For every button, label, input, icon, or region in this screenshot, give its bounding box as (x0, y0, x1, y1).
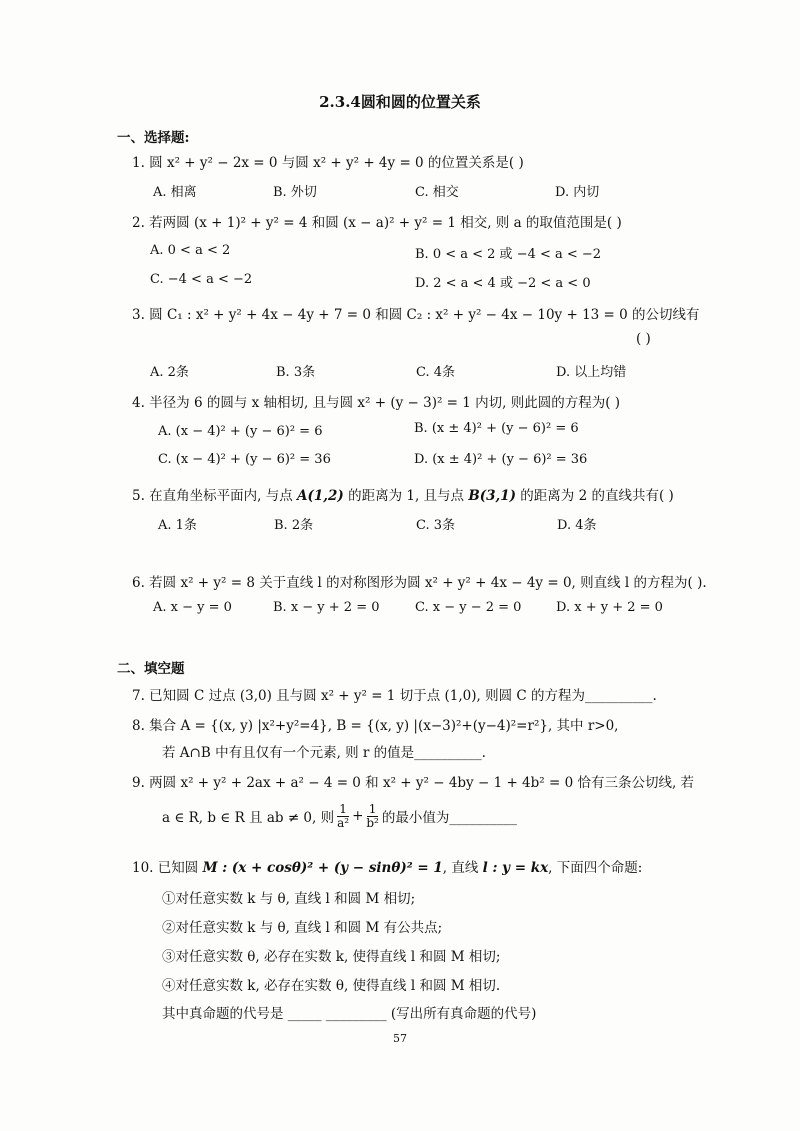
question-3-stem: 3. 圆 C₁ : x² + y² + 4x − 4y + 7 = 0 和圆 C₂ : x² + y² − 4x − 10y + 13 = 0 的公切线有 (132, 307, 700, 323)
question-3-option-b: B. 3条 (276, 365, 316, 380)
question-10-proposition-4: ④对任意实数 k, 必存在实数 θ, 使得直线 l 和圆 M 相切. (162, 978, 501, 994)
question-10-stem (132, 856, 642, 876)
question-5-point-a: A(1,2) (297, 488, 344, 504)
fraction-numerator: 1 (368, 802, 377, 816)
question-1-option-c: C. 相交 (415, 185, 459, 200)
question-3-answer-paren: ( ) (636, 331, 651, 347)
question-10-line-equation: l : y = kx (482, 860, 549, 876)
fraction-denominator: b² (366, 815, 379, 830)
question-7-stem: 7. 已知圆 C 过点 (3,0) 且与圆 x² + y² = 1 切于点 (1,0), 则圆 C 的方程为__________. (132, 688, 657, 704)
section-heading-choice: 一、选择题: (117, 130, 190, 146)
question-4-stem: 4. 半径为 6 的圆与 x 轴相切, 且与圆 x² + (y − 3)² = 1 内切, 则此圆的方程为( ) (132, 395, 621, 411)
question-10-stem-mid: , 直线 (442, 860, 483, 876)
fraction-numerator: 1 (339, 802, 347, 816)
question-1-stem: 1. 圆 x² + y² − 2x = 0 与圆 x² + y² + 4y = 0 的位置关系是( ) (132, 155, 524, 171)
question-1-option-d: D. 内切 (555, 185, 600, 200)
question-8-line-1: 8. 集合 A = {(x, y) |x²+y²=4}, B = {(x, y) |(x−3)²+(y−4)²=r²}, 其中 r>0, (132, 718, 619, 734)
page-title: 2.3.4圆和圆的位置关系 (319, 93, 481, 111)
question-4-option-a: A. (x − 4)² + (y − 6)² = 6 (158, 424, 323, 439)
question-9-line-2 (162, 803, 517, 829)
question-2-option-c: C. −4 < a < −2 (150, 272, 253, 287)
question-10-stem-pre: 10. 已知圆 (132, 860, 203, 876)
question-6-option-b: B. x − y + 2 = 0 (273, 600, 380, 615)
question-6-option-a: A. x − y = 0 (153, 600, 232, 615)
question-2-option-d: D. 2 < a < 4 或 −2 < a < 0 (415, 276, 591, 291)
question-5-point-b: B(3,1) (468, 488, 517, 504)
question-5-stem-pre: 5. 在直角坐标平面内, 与点 (132, 488, 298, 504)
question-10-circle-equation: M : (x + cosθ)² + (y − sinθ)² = 1 (202, 860, 443, 876)
question-6-option-c: C. x − y − 2 = 0 (415, 600, 522, 615)
question-5-option-c: C. 3条 (416, 518, 456, 533)
question-10-answer-line: 其中真命题的代号是 _____ _________ (写出所有真命题的代号) (162, 1006, 537, 1022)
question-2-stem: 2. 若两圆 (x + 1)² + y² = 4 和圆 (x − a)² + y² = 1 相交, 则 a 的取值范围是( ) (132, 215, 622, 231)
plus-sign: + (352, 808, 364, 825)
question-10-proposition-2: ②对任意实数 k 与 θ, 直线 l 和圆 M 有公共点; (162, 920, 443, 936)
question-6-option-d: D. x + y + 2 = 0 (556, 600, 663, 615)
question-5-option-b: B. 2条 (274, 518, 314, 533)
question-5-option-d: D. 4条 (557, 518, 597, 533)
question-5-option-a: A. 1条 (158, 518, 197, 533)
question-1-option-a: A. 相离 (153, 185, 197, 200)
question-4-option-c: C. (x − 4)² + (y − 6)² = 36 (158, 452, 331, 467)
question-3-option-a: A. 2条 (150, 365, 189, 380)
question-3-option-d: D. 以上均错 (556, 365, 627, 380)
question-9-condition: a ∈ R, b ∈ R 且 ab ≠ 0, 则 (162, 810, 335, 827)
question-10-proposition-3: ③对任意实数 θ, 必存在实数 k, 使得直线 l 和圆 M 相切; (162, 949, 501, 965)
section-heading-fill: 二、填空题 (117, 661, 185, 677)
question-8-line-2: 若 A∩B 中有且仅有一个元素, 则 r 的值是__________. (162, 745, 486, 761)
question-1-option-b: B. 外切 (273, 185, 317, 200)
question-2-option-b: B. 0 < a < 2 或 −4 < a < −2 (415, 247, 602, 262)
question-5-stem-mid: 的距离为 1, 且与点 (343, 488, 469, 504)
question-4-option-d: D. (x ± 4)² + (y − 6)² = 36 (414, 452, 588, 467)
question-5-stem-post: 的距离为 2 的直线共有( ) (516, 488, 674, 504)
fraction-denominator: a² (337, 815, 350, 830)
question-3-option-c: C. 4条 (416, 365, 456, 380)
question-10-proposition-1: ①对任意实数 k 与 θ, 直线 l 和圆 M 相切; (162, 891, 416, 907)
fraction-1-over-b-squared (364, 803, 381, 829)
question-9-line-1: 9. 两圆 x² + y² + 2ax + a² − 4 = 0 和 x² + y² − 4by − 1 + 4b² = 0 恰有三条公切线, 若 (132, 775, 695, 791)
question-9-ask: 的最小值为__________ (381, 810, 517, 827)
page-number: 57 (393, 1032, 407, 1045)
question-6-stem: 6. 若圆 x² + y² = 8 关于直线 l 的对称图形为圆 x² + y² + 4x − 4y = 0, 则直线 l 的方程为( ). (132, 575, 707, 591)
question-10-stem-post: , 下面四个命题: (548, 860, 643, 876)
fraction-1-over-a-squared (335, 803, 351, 829)
question-2-option-a: A. 0 < a < 2 (150, 243, 231, 258)
question-4-option-b: B. (x ± 4)² + (y − 6)² = 6 (414, 421, 579, 436)
question-5-stem (132, 484, 674, 504)
